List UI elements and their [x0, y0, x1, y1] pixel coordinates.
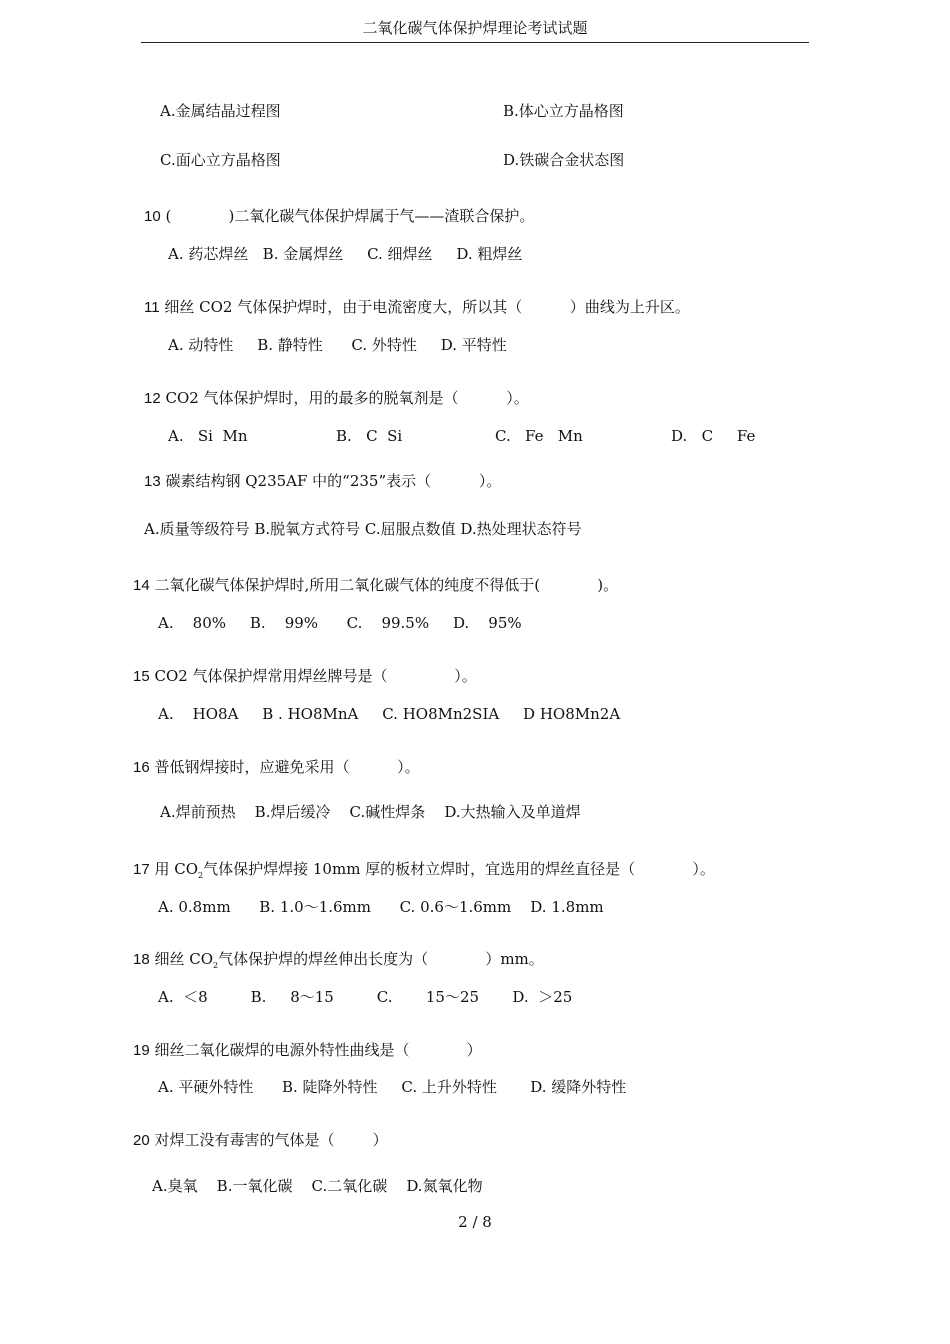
question-text: 细丝 CO2 气体保护焊时，由于电流密度大，所以其（ ）曲线为上升区。 [164, 298, 690, 316]
question-number: 12 [144, 390, 161, 407]
question-13-options: A.质量等级符号 B.脱氧方式符号 C.屈服点数值 D.热处理状态符号 [144, 520, 582, 538]
question-20-options: A.臭氧 B.一氧化碳 C.二氧化碳 D.氮氧化物 [152, 1177, 483, 1195]
question-text-end: 气体保护焊焊接 10mm 厚的板材立焊时，宜选用的焊丝直径是（ ）。 [203, 860, 715, 878]
question-number: 10 [144, 208, 161, 225]
question-number: 17 [133, 861, 150, 878]
question-text: CO2 气体保护焊时，用的最多的脱氧剂是（ ）。 [165, 389, 529, 407]
q9-option-c: C.面心立方晶格图 [160, 151, 281, 169]
question-17 [133, 859, 715, 880]
question-12-option-a: A. Si Mn [168, 427, 248, 445]
question-text: 二氧化碳气体保护焊时,所用二氧化碳气体的纯度不得低于( )。 [154, 576, 619, 594]
question-20 [133, 1130, 388, 1151]
question-text: ( )二氧化碳气体保护焊属于气——渣联合保护。 [165, 207, 535, 225]
question-19-options: A. 平硬外特性 B. 陡降外特性 C. 上升外特性 D. 缓降外特性 [158, 1078, 627, 1096]
question-text: 对焊工没有毒害的气体是（ ） [154, 1131, 388, 1149]
question-text-start: 细丝 CO [154, 950, 214, 968]
question-14-options: A. 80% B. 99% C. 99.5% D. 95% [158, 614, 522, 632]
q9-option-b: B.体心立方晶格图 [503, 102, 624, 120]
question-12-option-d: D. C Fe [671, 427, 756, 445]
question-17-options: A. 0.8mm B. 1.0～1.6mm C. 0.6～1.6mm D. 1.8mm [158, 898, 604, 916]
question-number: 14 [133, 577, 150, 594]
question-12-option-b: B. C Si [336, 427, 403, 445]
question-11-options: A. 动特性 B. 静特性 C. 外特性 D. 平特性 [168, 336, 507, 354]
question-number: 16 [133, 759, 150, 776]
document-title: 二氧化碳气体保护焊理论考试试题 [362, 19, 588, 37]
question-10 [144, 206, 534, 227]
question-text: 碳素结构钢 Q235AF 中的“235”表示（ ）。 [165, 472, 502, 490]
question-text: CO2 气体保护焊常用焊丝牌号是（ ）。 [154, 667, 477, 685]
question-number: 19 [133, 1042, 150, 1059]
question-number: 15 [133, 668, 150, 685]
question-10-options: A. 药芯焊丝 B. 金属焊丝 C. 细焊丝 D. 粗焊丝 [168, 245, 523, 263]
subscript: 2 [213, 961, 219, 970]
question-15-options: A. HO8A B . HO8MnA C. HO8Mn2SIA D HO8Mn2A [158, 705, 621, 723]
q9-option-a: A.金属结晶过程图 [160, 102, 281, 120]
question-14 [133, 575, 618, 596]
question-text: 普低钢焊接时，应避免采用（ ）。 [154, 758, 420, 776]
question-12-option-c: C. Fe Mn [495, 427, 583, 445]
question-18-options: A. ＜8 B. 8～15 C. 15～25 D. ＞25 [158, 988, 573, 1006]
page-number: 2 / 8 [458, 1213, 492, 1231]
question-13 [144, 471, 501, 492]
q9-option-d: D.铁碳合金状态图 [503, 151, 625, 169]
question-16-options: A.焊前预热 B.焊后缓冷 C.碱性焊条 D.大热输入及单道焊 [160, 803, 581, 821]
question-16 [133, 757, 420, 778]
question-11 [144, 297, 690, 318]
question-15 [133, 666, 477, 687]
question-18 [133, 949, 544, 970]
question-number: 13 [144, 473, 161, 490]
question-text-start: 用 CO [154, 860, 199, 878]
question-12 [144, 388, 529, 409]
question-number: 20 [133, 1132, 150, 1149]
subscript: 2 [198, 871, 204, 880]
question-number: 18 [133, 951, 150, 968]
question-text-end: 气体保护焊的焊丝伸出长度为（ ）mm。 [218, 950, 544, 968]
question-number: 11 [144, 299, 160, 316]
page-header [141, 18, 809, 43]
question-19 [133, 1040, 482, 1061]
question-text: 细丝二氧化碳焊的电源外特性曲线是（ ） [154, 1041, 482, 1059]
